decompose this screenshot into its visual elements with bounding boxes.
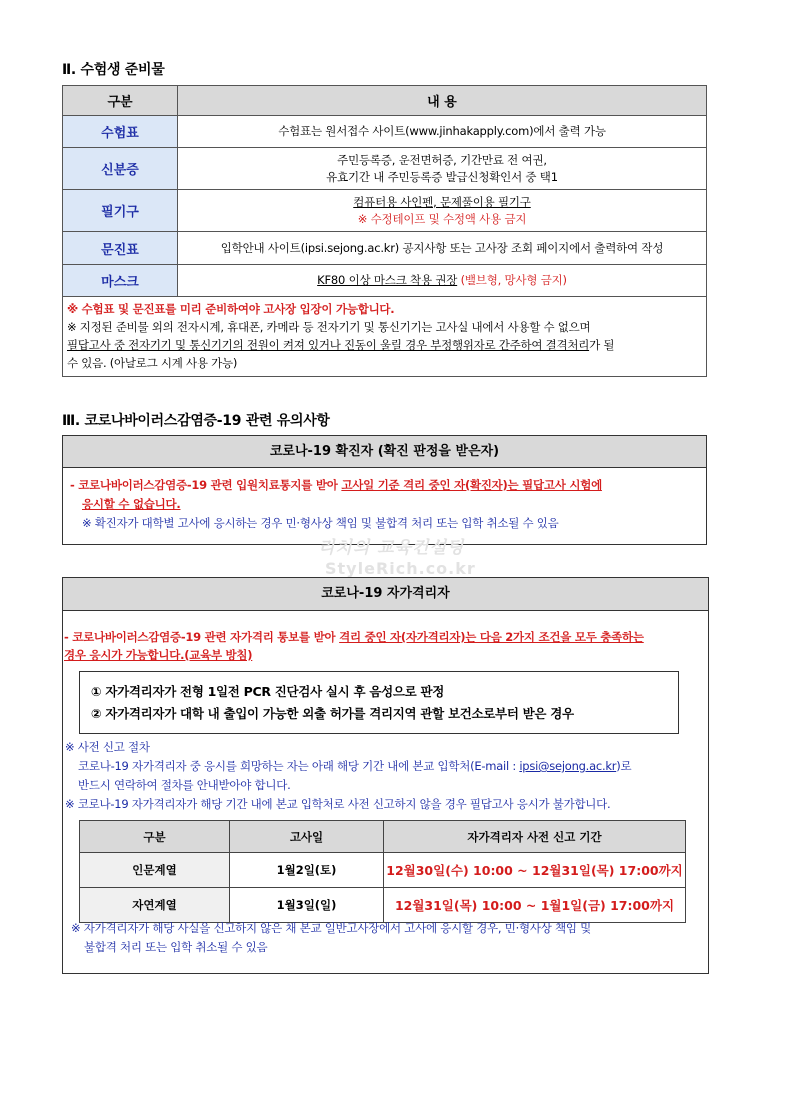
note-line: 수 있음. (아날로그 시계 사용 가능)	[67, 356, 238, 370]
line-part: - 코로나바이러스감염증-19 관련 자가격리 통보를 받아	[64, 630, 340, 644]
row-label-writing-tools: 필기구	[63, 190, 178, 232]
box-line: 응시할 수 없습니다.	[82, 497, 181, 511]
footnote-line: 불합격 처리 또는 입학 취소될 수 있음	[84, 940, 268, 954]
schedule-header-type: 구분	[80, 821, 230, 853]
supplies-table	[62, 85, 707, 377]
table-notes	[63, 297, 707, 377]
row-value	[178, 265, 707, 297]
row-label-id-card: 신분증	[63, 148, 178, 190]
table-row	[80, 853, 686, 888]
row-label-admission-ticket: 수험표	[63, 116, 178, 148]
table-row	[63, 148, 707, 190]
condition-item: ① 자가격리자가 전형 1일전 PCR 진단검사 실시 후 음성으로 판정	[91, 684, 445, 699]
table-row	[63, 116, 707, 148]
procedure-line	[65, 757, 705, 776]
report-schedule-table	[79, 820, 686, 923]
box-header: 코로나-19 자가격리자	[63, 578, 708, 611]
confirmed-patient-box	[62, 435, 707, 545]
schedule-header-date: 고사일	[230, 821, 384, 853]
procedure-title: ※ 사전 신고 절차	[65, 740, 150, 754]
row-value	[178, 190, 707, 232]
condition-item: ② 자가격리자가 대학 내 출입이 가능한 외출 허가를 격리지역 관할 보건소로부터 받은 경우	[91, 706, 574, 721]
schedule-header-period: 자가격리자 사전 신고 기간	[384, 821, 686, 853]
row-value-warning: ※ 수정테이프 및 수정액 사용 금지	[357, 211, 527, 226]
row-label-mask: 마스크	[63, 265, 178, 297]
box-line	[70, 476, 706, 495]
mask-prohibition: (밸브형, 망사형 금지)	[457, 273, 567, 287]
schedule-type: 인문계열	[80, 853, 230, 888]
note-line	[67, 336, 702, 354]
table-header-content: 내 용	[178, 86, 707, 116]
table-row	[80, 888, 686, 923]
note-line: ※ 수험표 및 문진표를 미리 준비하여야 고사장 입장이 가능합니다.	[67, 302, 395, 316]
self-quarantine-box	[62, 577, 709, 974]
schedule-period: 12월30일(수) 10:00 ~ 12월31일(목) 17:00까지	[384, 853, 686, 888]
row-value	[178, 148, 707, 190]
row-label-questionnaire: 문진표	[63, 232, 178, 265]
footnote-line: ※ 자가격리자가 해당 사실을 신고하지 않은 채 본교 일반고사장에서 고사에 응시할 경우, 민·형사상 책임 및	[71, 921, 591, 935]
schedule-type: 자연계열	[80, 888, 230, 923]
line-part-underlined: 격리 중인 자(자가격리자)는 다음 2가지 조건을 모두 충족하는	[339, 630, 644, 644]
row-value-line: 컴퓨터용 사인펜, 문제풀이용 필기구	[353, 194, 531, 209]
schedule-date: 1월2일(토)	[230, 853, 384, 888]
table-row	[63, 265, 707, 297]
note-line: ※ 지정된 준비물 외의 전자시계, 휴대폰, 카메라 등 전자기기 및 통신기기는 고사실 내에서 사용할 수 없으며	[67, 320, 591, 334]
box-note: ※ 확진자가 대학별 고사에 응시하는 경우 민·형사상 책임 및 불합격 처리 또는 입학 취소될 수 있음	[82, 516, 559, 530]
conditions-box	[79, 671, 679, 734]
table-row	[63, 232, 707, 265]
note-tail: 가 될	[589, 338, 615, 352]
note-underlined: 필답고사 중 전자기기 및 통신기기의 전원이 켜져 있거나 진동이 울릴 경우 부정행위자로 간주하여 결격처리	[67, 338, 590, 352]
row-value-line: 유효기간 내 주민등록증 발급신청확인서 중 택1	[326, 169, 558, 184]
box-line: 경우 응시가 가능합니다.(교육부 방침)	[64, 648, 253, 662]
box-header: 코로나-19 확진자 (확진 판정을 받은자)	[63, 436, 706, 468]
procedure-line: 반드시 연락하여 절차를 안내받아야 합니다.	[78, 778, 291, 792]
procedure-warning: ※ 코로나-19 자가격리자가 해당 기간 내에 본교 입학처로 사전 신고하지 않을 경우 필답고사 응시가 불가합니다.	[65, 797, 611, 811]
schedule-date: 1월3일(일)	[230, 888, 384, 923]
email-link[interactable]: ipsi@sejong.ac.kr	[519, 759, 617, 773]
row-value-line: 주민등록증, 운전면허증, 기간만료 전 여권,	[337, 152, 547, 167]
box-line	[64, 628, 708, 646]
watermark-url: StyleRich.co.kr	[325, 559, 476, 578]
line-part: )로	[616, 759, 632, 773]
section3-title: Ⅲ. 코로나바이러스감염증-19 관련 유의사항	[62, 413, 330, 429]
table-row	[63, 190, 707, 232]
watermark-text: 리치의 교육컨설팅	[318, 538, 465, 558]
line-part-underlined: 고사일 기준 격리 중인 자(확진자)는 필답고사 시험에	[341, 478, 602, 492]
schedule-period: 12월31일(목) 10:00 ~ 1월1일(금) 17:00까지	[384, 888, 686, 923]
line-part: - 코로나바이러스감염증-19 관련 입원치료통지를 받아	[70, 478, 342, 492]
line-part: 코로나-19 자가격리자 중 응시를 희망하는 자는 아래 해당 기간 내에 본교 입학처(E-mail :	[78, 759, 520, 773]
table-header-category: 구분	[63, 86, 178, 116]
mask-recommendation: KF80 이상 마스크 착용 권장	[317, 273, 458, 287]
row-value: 수험표는 원서접수 사이트(www.jinhakapply.com)에서 출력 가능	[178, 116, 707, 148]
section2-title: Ⅱ. 수험생 준비물	[62, 62, 165, 78]
row-value: 입학안내 사이트(ipsi.sejong.ac.kr) 공지사항 또는 고사장 조회 페이지에서 출력하여 작성	[178, 232, 707, 265]
